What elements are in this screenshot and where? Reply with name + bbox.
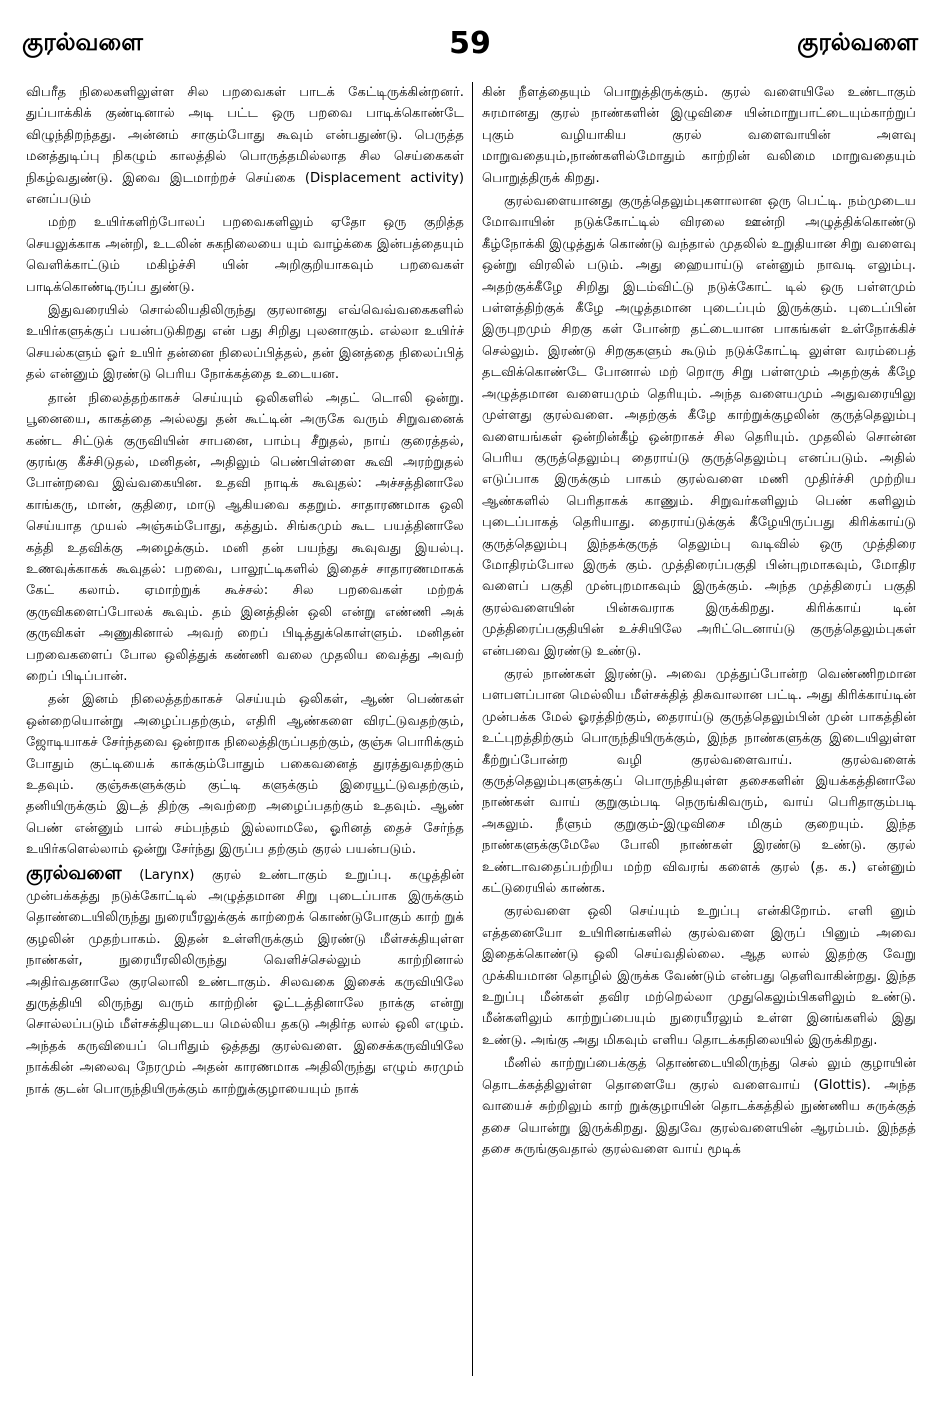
page-header [22, 26, 918, 66]
paragraph: குரல் நாண்கள் இரண்டு. அவை முத்துப்போன்ற வெண்ணிறமான பளபளப்பான மெல்லிய மீள்சக்தித் திசுவாலான பட்டி. அது கிரிக்காய்டின் முன்பக்க மேல் ஓரத்திற்கும், தைராய்டு குருத்தெலும்பின் முன் பாகத்தின் உட்புறத்திற்கும் பொருந்தியிருக்கும், இந்த நாண்களுக்கு இடையிலுள்ள கீற்றுப்போன்ற வழி குரல்வளைவாய். குரல்வளைக் குருத்தெலும்புகளுக்குப் பொருந்தியுள்ள தசைகளின் இயக்கத்தினாலே நாண்கள் வாய் குறுகும்படி நெருங்கிவரும், வாய் பெரிதாகும்படி அகலும். நீளும் குறுகும்-இழுவிசை மிகும் குறையும். இந்த நாண்களுக்குமேலே போலி நாண்கள் இரண்டு உண்டு. குரல் உண்டாவதைப்பற்றிய மற்ற விவரங் களைக் குரல் (த. க.) என்னும் கட்டுரையில் காண்க. [482, 666, 916, 897]
entry-text: (Larynx) குரல் உண்டாகும் உறுப்பு. கழுத்தின் முன்பக்கத்து நடுக்கோட்டில் அழுத்தமான சிறு புடைப்பாக இருக்கும் தொண்டையிலிருந்து நுரையீரலுக்குக் காற்றைக் கொண்டுபோகும் காற் றுக் குழலின் முதற்பாகம். இதன் உள்ளிருக்கும் இரண்டு மீள்சக்தியுள்ள நாண்கள், நுரையீரலிலிருந்து வெளிச்செல்லும் காற்றினால் அதிர்வதனாலே குரலொலி உண்டாகும். சிலவகை இசைக் கருவியிலே துருத்தியி லிருந்து வரும் காற்றின் ஓட்டத்தினாலே நாக்கு என்று சொல்லப்படும் மீள்சக்தியுடைய மெல்லிய தகடு அதிர்த லால் ஒலி எழும். அந்தக் கருவியைப் பெரிதும் ஒத்தது குரல்வளை. இசைக்கருவியிலே நாக்கின் அலைவு நேரமும் அதன் காரணமாக அதிலிருந்து எழும் சுரமும் நாக் குடன் பொருந்தியிருக்கும் காற்றுக்குழாயையும் நாக் [26, 867, 464, 1097]
paragraph: மீனில் காற்றுப்பைக்குத் தொண்டையிலிருந்து செல் லும் குழாயின் தொடக்கத்திலுள்ள தொளையே குரல் வளைவாய் (Glottis). அந்த வாயைச் சுற்றிலும் காற் றுக்குழாயின் தொடக்கத்தில் நுண்ணிய சுருக்குத் தசை யொன்று இருக்கிறது. இதுவே குரல்வளையின் ஆரம்பம். இந்தத் தசை சுருங்குவதால் குரல்வளை வாய் மூடிக் [482, 1056, 916, 1157]
paragraph: குரல்வளையானது குருத்தெலும்புகளாலான ஒரு பெட்டி. நம்முடைய மோவாயின் நடுக்கோட்டில் விரலை ஊன்றி அழுத்திக்கொண்டு கீழ்நோக்கி இழுத்துக் கொண்டு வந்தால் முதலில் உறுதியான சிறு வளைவு ஒன்று விரலில் படும். அது ஹையாய்டு என்னும் நாவடி எலும்பு. அதற்குக்கீழே சிறிது இடம்விட்டு நடுக்கோட் டில் ஒரு பள்ளமும் பள்ளத்திற்குக் கீழே அழுத்தமான புடைப்பும் இருக்கும். புடைப்பின் இருபுறமும் சிறகு கள் போன்ற தட்டையான பாகங்கள் உள்நோக்கிச் செல்லும். இரண்டு சிறகுகளும் கூடும் நடுக்கோட்டி லுள்ள வரம்பைத் தடவிக்கொண்டே போனால் மற் றொரு சிறு பள்ளமும் அதற்குக் கீழே அழுத்தமான வளையமும் தெரியும். அந்த வளையமும் அதுவரையிலு முள்ளது குரல்வளை. அதற்குக் கீழே காற்றுக்குழலின் குருத்தெலும்பு வளையங்கள் ஒன்றின்கீழ் ஒன்றாகச் சில தெரியும். முதலில் சொன்ன பெரிய குருத்தெலும்பு தைராய்டு குருத்தெலும்பு எனப்படும். அதில் எடுப்பாக இருக்கும் பாகம் குரல்வளை மணி முதிர்ச்சி முற்றிய ஆண்களில் பெரிதாகக் காணும். சிறுவர்களிலும் பெண் களிலும் புடைப்பாகத் தெரியாது. தைராய்டுக்குக் கீழேயிருப்பது கிரிக்காய்டு குருத்தெலும்பு இந்தக்குருத் தெலும்பு வடிவில் ஒரு முத்திரை மோதிரம்போல இருக் கும். முத்திரைப்பகுதி பின்புறமாகவும், மோதிர வளைப் பகுதி முன்புறமாகவும் இருக்கும். அந்த முத்திரைப் பகுதி குரல்வளையின் பின்சுவராக இருக்கிறது. கிரிக்காய் டின் முத்திரைப்பகுதியின் உச்சியிலே அரிட்டெனாய்டு குருத்தெலும்புகள் என்பவை இரண்டு உண்டு. [482, 194, 916, 659]
paragraph: குரல்வளை ஒலி செய்யும் உறுப்பு என்கிறோம். எளி னும் எத்தனையோ உயிரினங்களில் குரல்வளை இருப் பினும் அவை இதைக்கொண்டு ஒலி செய்வதில்லை. ஆத லால் இதற்கு வேறு முக்கியமான தொழில் இருக்க வேண்டும் என்பது தெளிவாகின்றது. இந்த உறுப்பு மீன்கள் தவிர மற்றெல்லா முதுகெலும்பிகளிலும் உண்டு. மீன்களிலும் காற்றுப்பையும் நுரையீரலும் உள்ள இனங்களில் இது உண்டு. அங்கு அது மிகவும் எளிய தொடக்கநிலையில் இருக்கிறது. [482, 904, 916, 1048]
entry-paragraph [26, 863, 464, 1100]
paragraph: மற்ற உயிர்களிற்போலப் பறவைகளிலும் ஏதோ ஒரு குறித்த செயலுக்காக அன்றி, உடலின் சுகநிலையை யும் வாழ்க்கை இன்பத்தையும் வெளிக்காட்டும் மகிழ்ச்சி யின் அறிகுறியாகவும் பறவைகள் பாடிக்கொண்டிருப்ப துண்டு. [26, 215, 464, 295]
paragraph: தன் இனம் நிலைத்தற்காகச் செய்யும் ஒலிகள், ஆண் பெண்கள் ஒன்றையொன்று அழைப்பதற்கும், எதிரி ஆண்களை விரட்டுவதற்கும், ஜோடியாகச் சேர்ந்தவை ஒன்றாக நிலைத்திருப்பதற்கும், குஞ்சு பொரிக்கும் போதும் குட்டியைக் காக்கும்போதும் பகைவனைத் துரத்துவதற்கும் உதவும். குஞ்சுகளுக்கும் குட்டி களுக்கும் இரையூட்டுவதற்கும், தனியிருக்கும் இடத் திற்கு அவற்றை அழைப்பதற்கும் உதவும். ஆண் பெண் என்னும் பால் சம்பந்தம் இல்லாமலே, ஓரினத் தைச் சேர்ந்த உயிர்களெல்லாம் ஒன்று சேர்ந்து இருப்ப தற்கும் குரல் பயன்படும். [26, 692, 464, 858]
paragraph: தான் நிலைத்தற்காகச் செய்யும் ஒலிகளில் அதட் டொலி ஒன்று. பூனையை, காகத்தை அல்லது தன் கூட்டின் அருகே வரும் சிறுவனைக் கண்ட சிட்டுக் குருவியின் சாபனை, பாம்பு சீறுதல், நாய் குரைத்தல், குரங்கு கீச்சிடுதல், மனிதன், அதிலும் பெண்பிள்ளை கூவி அரற்றுதல் போன்றவை இவ்வகையின. உதவி நாடிக் கூவுதல்: அச்சத்தினாலே காங்கரு, மான், குதிரை, மாடு ஆகியவை கதறும். சாதாரணமாக ஒலி செய்யாத முயல் அஞ்சும்போது, கத்தும். சிங்கமும் கூட பயத்தினாலே கத்தி உதவிக்கு அழைக்கும். மனி தன் பயந்து கூவுவது இயல்பு. உணவுக்காகக் கூவுதல்: பறவை, பாலூட்டிகளில் இதைச் சாதாரணமாகக் கேட் கலாம். ஏமாற்றுக் கூச்சல்: சில பறவைகள் மற்றக் குருவிகளைப்போலக் கூவும். தம் இனத்தின் ஒலி என்று எண்ணி அக் குருவிகள் அணுகினால் அவற் றைப் பிடித்துக்கொள்ளும். மனிதன் பறவைகளைப் போல ஒலித்துக் கண்ணி வலை முதலிய வைத்து அவற் றைப் பிடிப்பான். [26, 390, 464, 684]
entry-headword: குரல்வளை [26, 861, 122, 884]
running-head-right: குரல்வளை [797, 28, 918, 56]
paragraph: விபரீத நிலைகளிலுள்ள சில பறவைகள் பாடக் கேட்டிருக்கின்றனர். துப்பாக்கிக் குண்டினால் அடி பட்ட ஒரு பறவை பாடிக்கொண்டே விழுந்திறந்தது. அன்னம் சாகும்போது கூவும் என்பதுண்டு. பெருத்த மனத்துடிப்பு நிகழும் காலத்தில் பொருத்தமில்லாத சில செய்கைகள் நிகழ்வதுண்டு. இவை இடமாற்றச் செய்கை (Displacement activity) எனப்படும் [26, 85, 464, 208]
paragraph: இதுவரையில் சொல்லியதிலிருந்து குரலானது எவ்வெவ்வகைகளில் உயிர்களுக்குப் பயன்படுகிறது என் பது சிறிது புலனாகும். எல்லா உயிர்ச் செயல்களும் ஓர் உயிர் தன்னை நிலைப்பித்தல், தன் இனத்தை நிலைப்பித் தல் என்னும் இரண்டு பெரிய நோக்கத்தை உடையன. [26, 303, 464, 383]
right-column [482, 82, 916, 1376]
running-head-left: குரல்வளை [22, 28, 143, 56]
paragraph: கின் நீளத்தையும் பொறுத்திருக்கும். குரல் வளையிலே உண்டாகும் சுரமானது குரல் நாண்களின் இழுவிசை யின்மாறுபாட்டையும்காற்றுப் புகும் வழியாகிய குரல் வளைவாயின் அளவு மாறுவதையும்,நாண்களில்மோதும் காற்றின் வலிமை மாறுவதையும் பொறுத்திருக் கிறது. [482, 85, 916, 186]
page-number: 59 [449, 26, 491, 61]
left-column [26, 82, 464, 1376]
column-divider [472, 82, 473, 1376]
